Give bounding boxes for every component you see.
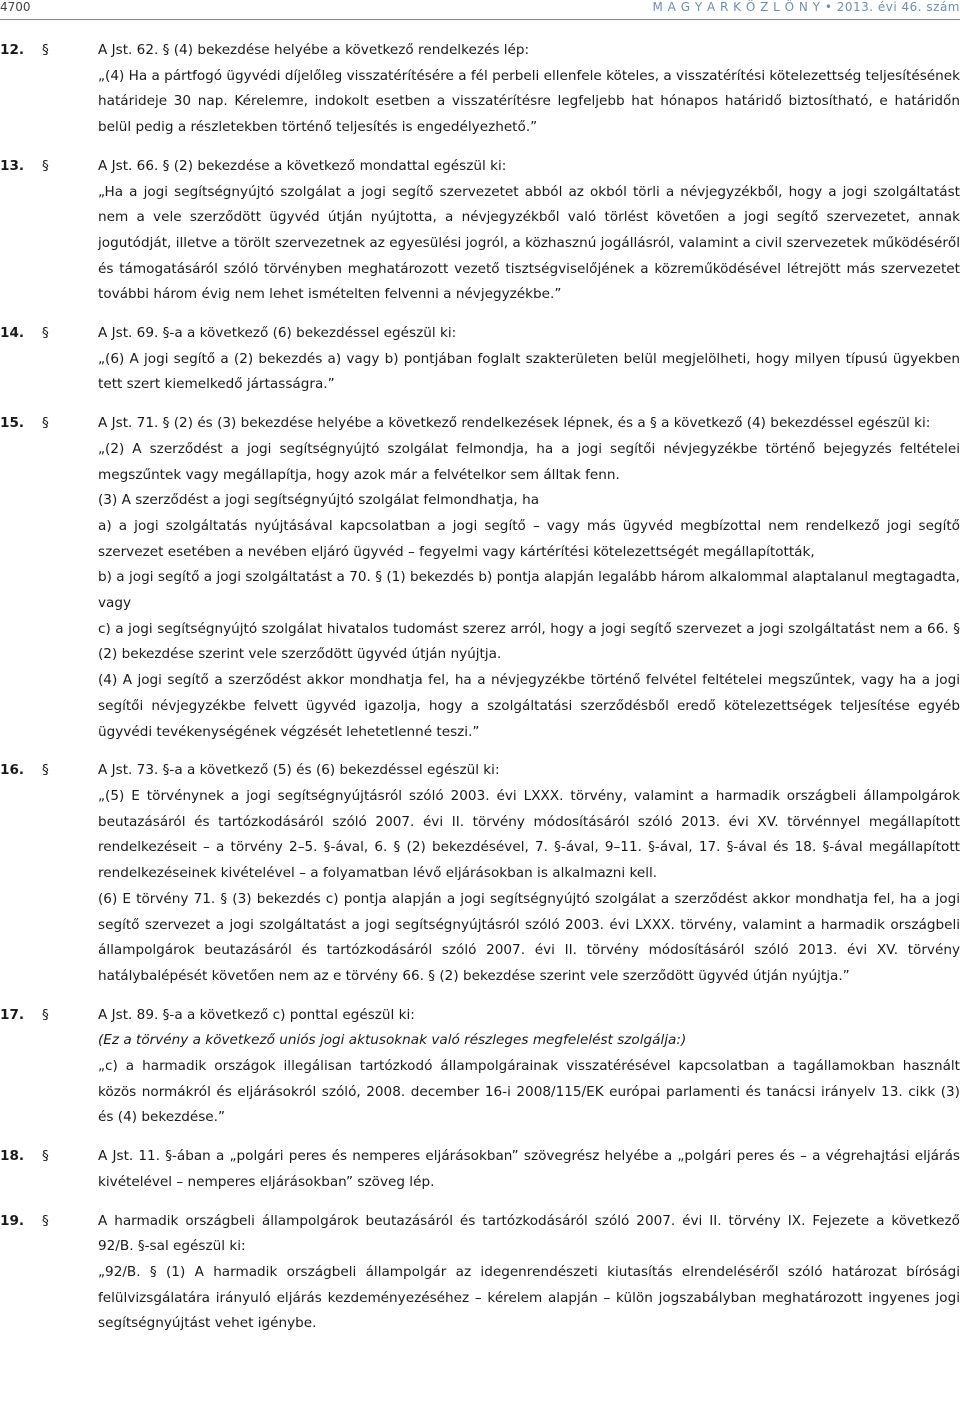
paragraph: A Jst. 69. §-a a következő (6) bekezdéssel egészül ki:	[98, 325, 457, 342]
section-number: 17.	[0, 1006, 25, 1023]
section-item	[0, 1209, 960, 1338]
section-body	[98, 321, 960, 398]
section-body	[98, 1209, 960, 1338]
section-body	[98, 38, 960, 141]
section-item	[0, 38, 960, 141]
page-header	[0, 0, 960, 20]
section-item	[0, 321, 960, 398]
paragraph: „Ha a jogi segítségnyújtó szolgálat a jogi segítő szervezetet abból az okból törli a névjegyzékből, hogy a jogi szolgáltatást nem a vele szerződött ügyvéd útján nyújtotta, a névjegyzékből való törlést követően a jogi segítő szervezetet, annak jogutódját, illetve a törölt szervezetnek az egyesülési jogról, a közhasznú jogállásról, valamint a civil szervezetek működéséről és támogatásáról szóló törvényben meghatározott vezető tisztségviselőjének a közreműködésével létrejött más szervezetet további három évig nem lehet ismételten felvenni a névjegyzékbe.”	[98, 183, 960, 303]
document-body	[0, 38, 960, 1350]
paragraph: „c) a harmadik országok illegálisan tartózkodó állampolgárainak visszatérésével kapcsolatban a tagállamokban használt közös normákról és eljárásokról szóló, 2008. december 16-i 2008/115/EK európai parlamenti és tanácsi irányelv 13. cikk (3) és (4) bekezdése.”	[98, 1058, 960, 1126]
paragraph: (6) E törvény 71. § (3) bekezdés c) pontja alapján a jogi segítségnyújtó szolgálat a szerződést akkor mondhatja fel, ha a jogi segítő szervezet a jogi szolgáltatást a jogi segítségnyújtásról szóló 2003. évi LXXX. törvény, valamint a harmadik országbeli állampolgárok beutazásáról és tartózkodásáról szóló 2007. évi II. törvény módosításáról szóló 2013. évi XV. törvény hatálybalépését követően nem az e törvény 66. § (2) bekezdése szerint vele szerződött ügyvéd útján nyújtja.”	[98, 890, 960, 984]
section-item	[0, 1003, 960, 1132]
section-number: 19.	[0, 1212, 25, 1229]
section-number: 18.	[0, 1148, 25, 1165]
section-sign: §	[42, 762, 49, 779]
section-number: 13.	[0, 157, 25, 174]
section-number: 16.	[0, 762, 25, 779]
section-sign: §	[42, 1148, 49, 1165]
paragraph: b) a jogi segítő a jogi szolgáltatást a 70. § (1) bekezdés b) pontja alapján legalább három alkalommal alaptalanul megtagadta, vagy	[98, 569, 960, 612]
section-item	[0, 1144, 960, 1195]
gazette-title: M A G Y A R K Ö Z L Ö N Y • 2013. évi 46. szám	[652, 0, 960, 14]
section-item	[0, 154, 960, 308]
section-body	[98, 411, 960, 745]
section-number: 12.	[0, 42, 25, 58]
paragraph: a) a jogi szolgáltatás nyújtásával kapcsolatban a jogi segítő – vagy más ügyvéd megbízottal nem rendelkező jogi segítő szervezet esetében a nevében eljáró ügyvéd – fegyelmi vagy kártérítési kötelezettségét megállapították,	[98, 517, 960, 560]
paragraph: A Jst. 66. § (2) bekezdése a következő mondattal egészül ki:	[98, 157, 507, 174]
paragraph: A Jst. 62. § (4) bekezdése helyébe a következő rendelkezés lép:	[98, 42, 530, 58]
section-body	[98, 154, 960, 308]
paragraph: „92/B. § (1) A harmadik országbeli állampolgár az idegenrendészeti kiutasítás elrendeléséről szóló határozat bírósági felülvizsgálatára irányuló eljárás kezdeményezéséhez – kérelem alapján – külön jogszabályban meghatározott ingyenes jogi segítségnyújtást vehet igénybe.	[98, 1263, 960, 1332]
paragraph: (3) A szerződést a jogi segítségnyújtó szolgálat felmondhatja, ha	[98, 492, 540, 509]
section-number: 15.	[0, 415, 25, 432]
paragraph: „(4) Ha a pártfogó ügyvédi díjelőleg visszatérítésére a fél perbeli ellenfele köteles, a visszatérítési kötelezettség teljesítésének határideje 30 nap. Kérelemre, indokolt esetben a visszatérítésre legfeljebb hat hónapos határidő biztosítható, e határidőn belül pedig a részletekben történő teljesítés is engedélyezhető.”	[98, 67, 960, 136]
section-sign: §	[42, 1006, 49, 1023]
section-body	[98, 758, 960, 989]
section-sign: §	[42, 325, 49, 342]
paragraph: A harmadik országbeli állampolgárok beutazásáról és tartózkodásáról szóló 2007. évi II. törvény IX. Fejezete a következő 92/B. §-sal egészül ki:	[98, 1212, 960, 1255]
paragraph: A Jst. 71. § (2) és (3) bekezdése helyébe a következő rendelkezések lépnek, és a § a következő (4) bekezdéssel egészül ki:	[98, 415, 931, 432]
section-body	[98, 1144, 960, 1195]
section-item	[0, 758, 960, 989]
paragraph: (Ez a törvény a következő uniós jogi aktusoknak való részleges megfelelést szolgálja:)	[98, 1032, 687, 1049]
header-rule	[0, 19, 960, 20]
paragraph: A Jst. 73. §-a a következő (5) és (6) bekezdéssel egészül ki:	[98, 762, 500, 779]
paragraph: „(6) A jogi segítő a (2) bekezdés a) vagy b) pontjában foglalt szakterületen belül megjelölheti, hogy milyen típusú ügyekben tett szert kiemelkedő jártasságra.”	[98, 350, 960, 393]
section-sign: §	[42, 157, 49, 174]
paragraph: A Jst. 89. §-a a következő c) ponttal egészül ki:	[98, 1006, 415, 1023]
paragraph: „(5) E törvénynek a jogi segítségnyújtásról szóló 2003. évi LXXX. törvény, valamint a harmadik országbeli állampolgárok beutazásáról és tartózkodásáról szóló 2007. évi II. törvény módosításáról szóló 2013. évi XV. törvénnyel megállapított rendelkezéseit – a törvény 2–5. §-ával, 6. § (2) bekezdésével, 7. §-ával, 9–11. §-ával, 17. §-ával és 18. §-ával megállapított rendelkezéseinek kivételével – a folyamatban lévő eljárásokban is alkalmazni kell.	[98, 787, 960, 882]
page-number: 4700	[0, 0, 31, 14]
section-body	[98, 1003, 960, 1132]
section-sign: §	[42, 1212, 49, 1229]
paragraph: „(2) A szerződést a jogi segítségnyújtó szolgálat felmondja, ha a jogi segítői névjegyzékbe történő bejegyzés feltételei megszűntek vagy megállapítja, hogy azok már a felvételkor sem álltak fenn.	[98, 440, 960, 483]
paragraph: A Jst. 11. §-ában a „polgári peres és nemperes eljárásokban” szövegrész helyébe a „polgári peres és – a végrehajtási eljárás kivételével – nemperes eljárásokban” szöveg lép.	[98, 1148, 960, 1190]
section-sign: §	[42, 415, 49, 432]
paragraph: c) a jogi segítségnyújtó szolgálat hivatalos tudomást szerez arról, hogy a jogi segítő szervezet a jogi szolgáltatást nem a 66. § (2) bekezdése szerint vele szerződött ügyvéd útján nyújtja.	[98, 620, 960, 663]
paragraph: (4) A jogi segítő a szerződést akkor mondhatja fel, ha a névjegyzékbe történő felvétel feltételei megszűntek, vagy ha a jogi segítői névjegyzékbe felvett ügyvéd igazolja, hogy a szolgáltatási szerződésből eredő kötelezettségek teljesítése egyéb ügyvédi tevékenységének végzését lehetetlenné teszi.”	[98, 672, 960, 740]
section-number: 14.	[0, 325, 25, 342]
section-sign: §	[42, 42, 49, 58]
section-item	[0, 411, 960, 745]
